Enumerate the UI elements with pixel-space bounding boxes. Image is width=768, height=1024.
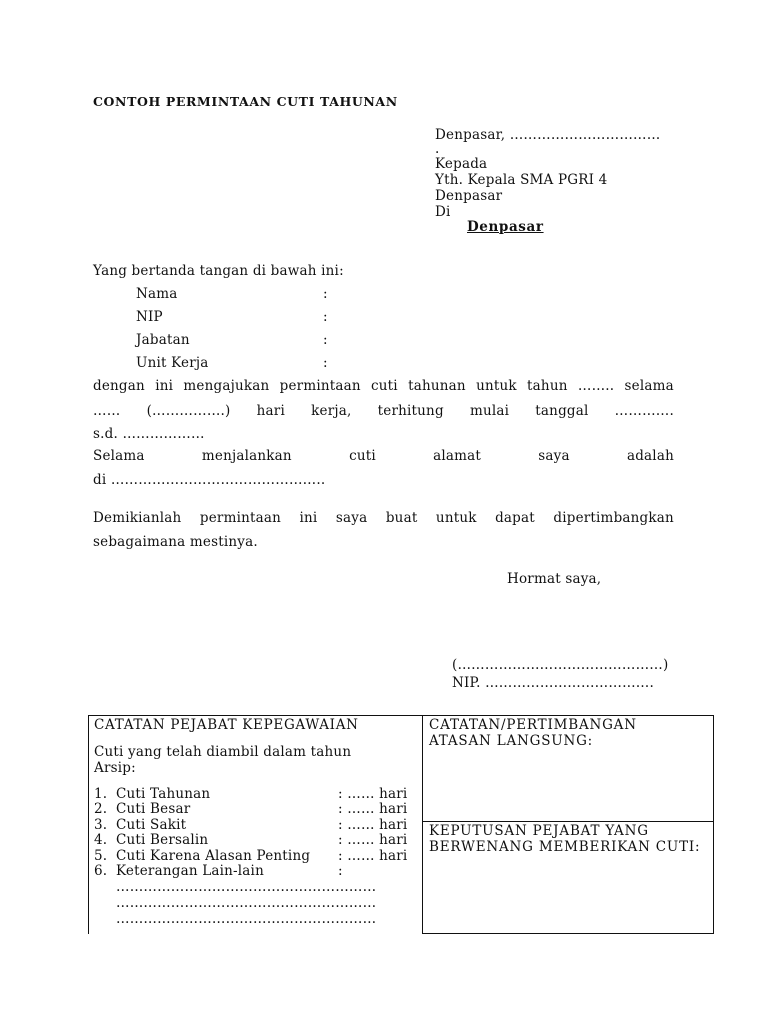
right-top-heading-2: ATASAN LANGSUNG: xyxy=(429,733,594,749)
word: untuk xyxy=(476,378,517,394)
leave-item-value: : …… hari xyxy=(338,786,408,802)
word: untuk xyxy=(435,510,477,526)
leave-item-value: : xyxy=(338,863,343,879)
intro-text: Yang bertanda tangan di bawah ini: xyxy=(93,263,344,279)
word: saya xyxy=(335,510,368,526)
signature-nip-line: NIP. ………………………………. xyxy=(452,675,654,691)
signature-greeting: Hormat saya, xyxy=(507,571,602,587)
leave-item-label: Cuti Besar xyxy=(116,801,191,817)
recipient-di-city: Denpasar xyxy=(467,219,544,235)
leave-item-label: Cuti Sakit xyxy=(116,817,187,833)
table-middle-border xyxy=(422,715,423,934)
table-right-border xyxy=(713,715,714,934)
body-line-1 xyxy=(93,378,674,394)
leave-item-label: Cuti Bersalin xyxy=(116,832,209,848)
leave-item-label: Cuti Karena Alasan Penting xyxy=(116,848,311,864)
word: tahun xyxy=(527,378,568,394)
notes-dotted-line: ………………………………………………… xyxy=(116,911,377,927)
word: permintaan xyxy=(199,510,282,526)
recipient-kepada: Kepada xyxy=(435,156,488,172)
right-top-heading-1: CATATAN/PERTIMBANGAN xyxy=(429,717,637,733)
leave-item-num: 3. xyxy=(94,817,108,833)
recipient-yth: Yth. Kepala SMA PGRI 4 xyxy=(435,172,608,188)
word: terhitung xyxy=(377,403,444,419)
word: hari xyxy=(256,403,285,419)
word: ini xyxy=(155,378,174,394)
body-line-2 xyxy=(93,403,674,419)
leave-item xyxy=(94,817,407,833)
leave-item xyxy=(94,832,407,848)
leave-item-value: : …… hari xyxy=(338,801,408,817)
word: dengan xyxy=(93,378,145,394)
right-bottom-heading-2: BERWENANG MEMBERIKAN CUTI: xyxy=(429,839,701,855)
left-cell-heading: CATATAN PEJABAT KEPEGAWAIAN xyxy=(94,717,359,733)
word: …… xyxy=(93,403,121,419)
word: …….. xyxy=(577,378,615,394)
leave-item-num: 5. xyxy=(94,848,108,864)
field-label-jabatan: Jabatan xyxy=(136,332,190,348)
leave-item-num: 1. xyxy=(94,786,108,802)
field-sep-nama: : xyxy=(323,286,328,302)
body-line-5: di ……………………………………….. xyxy=(93,472,326,488)
leave-item-num: 6. xyxy=(94,863,108,879)
field-sep-unit-kerja: : xyxy=(323,355,328,371)
body-line-3: s.d. ……………… xyxy=(93,426,205,442)
word: tahunan xyxy=(408,378,466,394)
word: menjalankan xyxy=(201,448,292,464)
leave-item xyxy=(94,863,343,879)
field-label-nama: Nama xyxy=(136,286,178,302)
field-sep-jabatan: : xyxy=(323,332,328,348)
leave-item xyxy=(94,848,407,864)
table-left-border xyxy=(88,715,89,934)
notes-dotted-line: ………………………………………………… xyxy=(116,879,377,895)
word: mulai xyxy=(469,403,510,419)
recipient-city: Denpasar xyxy=(435,188,503,204)
document-title: CONTOH PERMINTAAN CUTI TAHUNAN xyxy=(93,94,398,109)
word: kerja, xyxy=(311,403,352,419)
leave-item xyxy=(94,801,407,817)
left-cell-sub2: Arsip: xyxy=(94,760,136,776)
leave-item-value: : …… hari xyxy=(338,817,408,833)
word: dipertimbangkan xyxy=(553,510,674,526)
leave-item-value: : …… hari xyxy=(338,832,408,848)
word: adalah xyxy=(626,448,674,464)
word: …………. xyxy=(614,403,674,419)
leave-item-num: 2. xyxy=(94,801,108,817)
left-cell-sub1: Cuti yang telah diambil dalam tahun xyxy=(94,744,352,760)
word: dapat xyxy=(495,510,535,526)
word: saya xyxy=(538,448,570,464)
table-top-border xyxy=(88,715,714,716)
body-line-4 xyxy=(93,448,674,464)
right-bottom-heading-1: KEPUTUSAN PEJABAT YANG xyxy=(429,823,649,839)
signature-name-line: (………………………………………) xyxy=(452,657,669,673)
word: tanggal xyxy=(535,403,589,419)
place-date: Denpasar, …………………………… xyxy=(435,127,661,143)
word: selama xyxy=(624,378,674,394)
word: cuti xyxy=(371,378,398,394)
word: Selama xyxy=(93,448,145,464)
notes-dotted-line: ………………………………………………… xyxy=(116,895,377,911)
word: cuti xyxy=(349,448,376,464)
leave-item xyxy=(94,786,407,802)
word: ini xyxy=(299,510,318,526)
word: permintaan xyxy=(279,378,361,394)
word: Demikianlah xyxy=(93,510,182,526)
table-right-divider xyxy=(422,821,714,822)
leave-item-label: Keterangan Lain-lain xyxy=(116,863,264,879)
field-label-unit-kerja: Unit Kerja xyxy=(136,355,209,371)
word: buat xyxy=(385,510,418,526)
field-label-nip: NIP xyxy=(136,309,163,325)
table-right-bottom-border xyxy=(422,933,714,934)
field-sep-nip: : xyxy=(323,309,328,325)
leave-item-label: Cuti Tahunan xyxy=(116,786,211,802)
word: (…………….) xyxy=(146,403,231,419)
closing-line-1 xyxy=(93,510,674,526)
leave-item-num: 4. xyxy=(94,832,108,848)
word: mengajukan xyxy=(183,378,270,394)
closing-line-2: sebagaimana mestinya. xyxy=(93,534,258,550)
word: alamat xyxy=(433,448,482,464)
leave-item-value: : …… hari xyxy=(338,848,408,864)
place-date-cont: . xyxy=(435,141,440,157)
recipient-di: Di xyxy=(435,204,451,220)
